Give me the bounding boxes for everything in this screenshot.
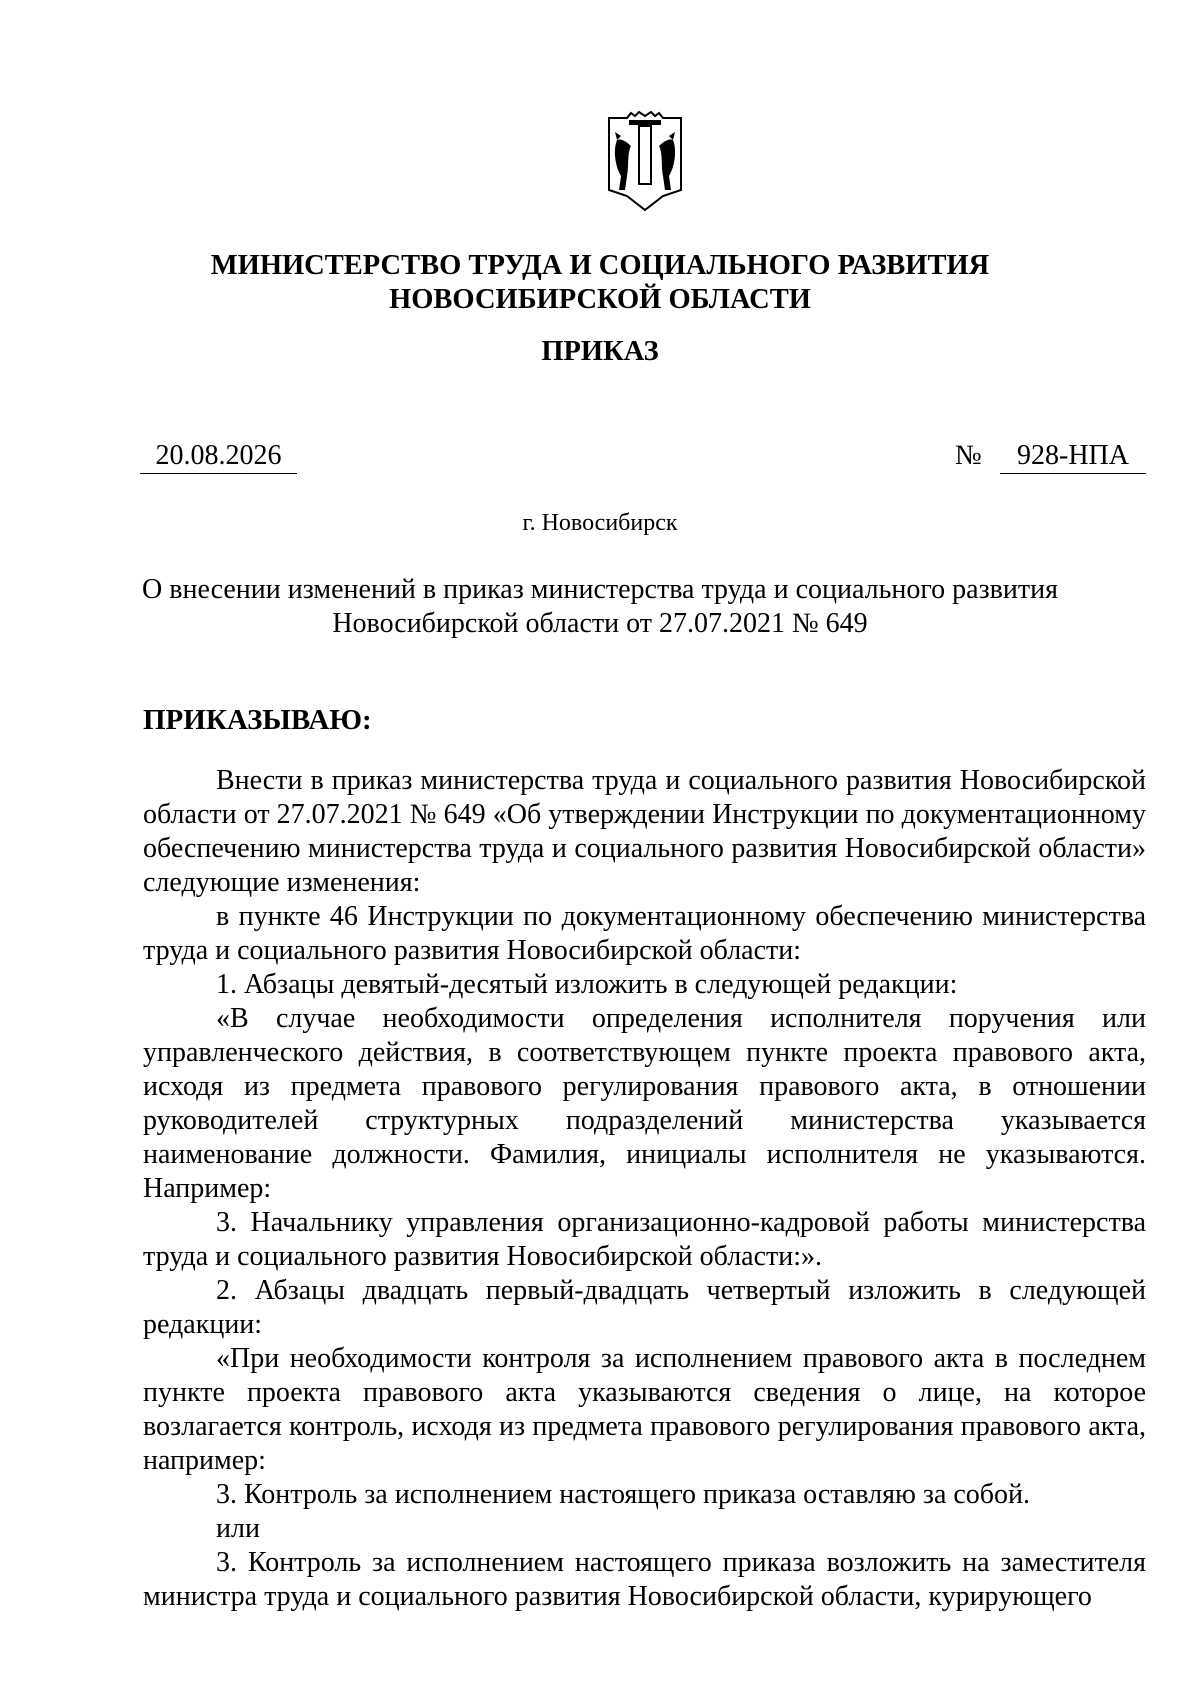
document-date: 20.08.2026 <box>140 439 297 474</box>
organization-name-line2: НОВОСИБИРСКОЙ ОБЛАСТИ <box>389 284 811 315</box>
body-paragraph: или <box>216 1513 260 1544</box>
body-paragraph: 3. Контроль за исполнением настоящего приказа оставляю за собой. <box>216 1479 1031 1510</box>
body-paragraph: 3. Контроль за исполнением настоящего приказа возложить на заместителя министра труда и социального развития Новосибирской области, курирующего <box>143 1547 1146 1612</box>
order-heading: ПРИКАЗЫВАЮ: <box>143 704 372 736</box>
document-city: г. Новосибирск <box>522 510 678 536</box>
body-paragraph: 1. Абзацы девятый-десятый изложить в следующей редакции: <box>216 969 958 1000</box>
document-subject-line2: Новосибирской области от 27.07.2021 № 649 <box>332 608 868 639</box>
document-subject-line1: О внесении изменений в приказ министерства труда и социального развития <box>142 574 1058 605</box>
organization-name-line1: МИНИСТЕРСТВО ТРУДА И СОЦИАЛЬНОГО РАЗВИТИЯ <box>210 250 990 281</box>
body-paragraph: «В случае необходимости определения исполнителя поручения или управленческого действия, в соответствующем пункте проекта правового акта, исходя из предмета правового регулирования правового акта, в отношении руководителей структурных подразделений министерства указывается наименование должности. Фамилия, инициалы исполнителя не указываются. Например: <box>143 1003 1146 1204</box>
body-paragraph: в пункте 46 Инструкции по документационному обеспечению министерства труда и социального развития Новосибирской области: <box>143 901 1146 966</box>
body-paragraph: 2. Абзацы двадцать первый-двадцать четвертый изложить в следующей редакции: <box>143 1275 1146 1340</box>
coat-of-arms-icon <box>605 110 685 214</box>
body-paragraph: Внести в приказ министерства труда и социального развития Новосибирской области от 27.07.2021 № 649 «Об утверждении Инструкции по документационному обеспечению министерства труда и социального развития Новосибирской области» следующие изменения: <box>143 765 1146 898</box>
document-body <box>143 764 1146 1614</box>
document-number: 928-НПА <box>1000 439 1146 474</box>
document-type: ПРИКАЗ <box>541 336 659 367</box>
number-label: № <box>955 440 982 471</box>
body-paragraph: «При необходимости контроля за исполнением правового акта в последнем пункте проекта правового акта указываются сведения о лице, на которое возлагается контроль, исходя из предмета правового регулирования правового акта, например: <box>143 1343 1146 1476</box>
body-paragraph: 3. Начальнику управления организационно-кадровой работы министерства труда и социального развития Новосибирской области:». <box>143 1207 1146 1272</box>
